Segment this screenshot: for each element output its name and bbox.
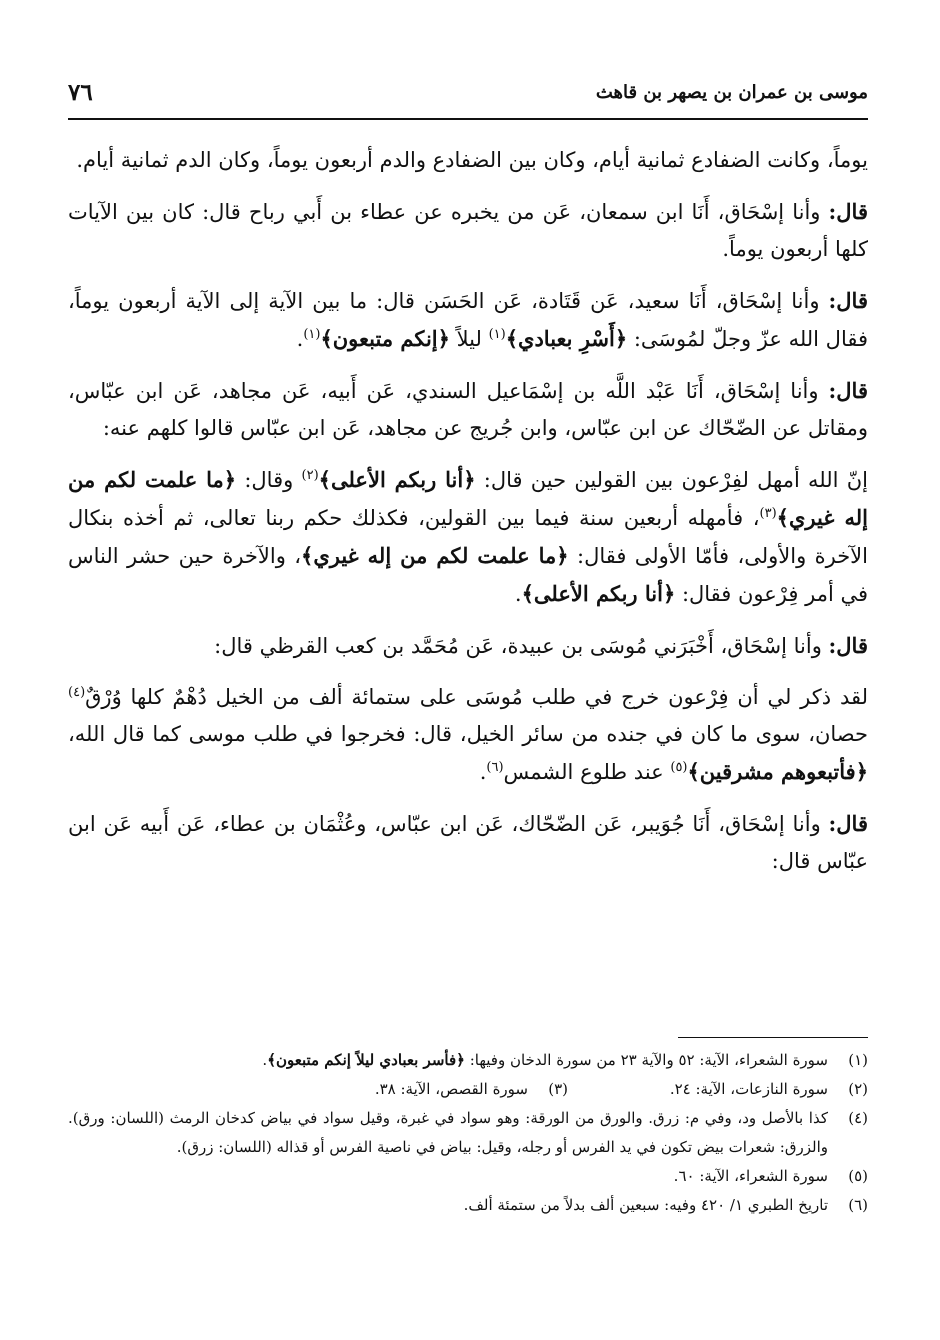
paragraph-lead: قال: (828, 633, 868, 658)
book-page (68, 0, 868, 1340)
paragraph-lead: قال: (828, 288, 868, 313)
footnote-ref: (١) (488, 327, 506, 342)
footnote-rule (678, 1037, 868, 1038)
footnote: (٥) سورة الشعراء، الآية: ٦٠. (68, 1162, 868, 1191)
footnote-number: (٦) (848, 1196, 868, 1214)
quran-quote: ﴿ما علمت لكم من إله غيري﴾ (301, 543, 569, 568)
footnote-number: (٥) (848, 1167, 868, 1185)
footnote: (٢) سورة النازعات، الآية: ٢٤. (568, 1075, 868, 1104)
footnotes (68, 1046, 868, 1220)
footnote-ref: (٢) (301, 468, 319, 483)
paragraph: قال: وأنا إسْحَاق، أَخْبَرَني مُوسَى بن عبيدة، عَن مُحَمَّد بن كعب القرظي قال: (214, 633, 868, 658)
quran-quote: ﴿أنا ربكم الأعلى﴾ (521, 581, 676, 606)
quran-quote: ﴿أنا ربكم الأعلى﴾ (318, 467, 476, 492)
footnote-number: (٢) (848, 1080, 868, 1098)
main-text (68, 142, 868, 894)
footnote: (٤) كذا بالأصل ود، وفي م: زرق. والورق من الورقة: وهو سواد في غبرة، وقيل سواد في بياض كدخان الرمث (اللسان: ورق). والزرق: شعرات بيض تكون في يد الفرس أو رجله، وقيل: بياض في ناصية الفرس أو قذاله (اللسان: زرق). (68, 1104, 868, 1162)
footnote-number: (١) (848, 1051, 868, 1069)
quran-quote: ﴿فأسر بعبادي ليلاً إنكم متبعون﴾ (267, 1051, 465, 1069)
footnote: (٣) سورة القصص، الآية: ٣٨. (375, 1075, 568, 1104)
footnote-number: (٤) (848, 1109, 868, 1127)
paragraph: إنّ الله أمهل لفِرْعون بين القولين حين قال: ﴿أنا ربكم الأعلى﴾$^{(٢)}$ وقال: ﴿ما علمت لكم من إله غيري﴾$^{(٣)}$، فأمهله أربعين سنة فيما بين القولين، فكذلك حكم ربنا تعالى، ثم أخذه بنكال الآخرة والأولى، فأمّا الأولى فقال: ﴿ما علمت لكم من إله غيري﴾، والآخرة حين حشر الناس في أمر فِرْعون فقال: ﴿أنا ربكم الأعلى﴾. (68, 467, 868, 606)
paragraph-lead: قال: (828, 811, 868, 836)
footnote: (١) سورة الشعراء، الآية: ٥٢ والآية ٢٣ من سورة الدخان وفيها: ﴿فأسر بعبادي ليلاً إنكم متبعون﴾. (68, 1046, 868, 1075)
page-header (68, 72, 868, 112)
quran-quote: ﴿ما علمت لكم من إله غيري﴾ (68, 467, 868, 530)
running-title: موسى بن عمران بن يصهر بن قاهث (595, 81, 868, 103)
paragraph: قال: وأنا إسْحَاق، أَنَا ابن سمعان، عَن من يخبره عن عطاء بن أَبي رباح قال: كان بين الآيات كلها أربعون يوماً. (68, 199, 868, 261)
paragraph-lead: قال: (828, 199, 868, 224)
footnote-ref: (٥) (670, 760, 688, 775)
page-number: ٧٦ (68, 78, 93, 106)
quran-quote: ﴿أَسْرِ بعبادي﴾ (505, 326, 628, 351)
quran-quote: ﴿فأتبعوهم مشرقين﴾ (687, 759, 868, 784)
footnote-ref: (٣) (759, 506, 777, 521)
footnote-pair (68, 1075, 868, 1104)
paragraph: قال: وأنا إسْحَاق، أَنَا عَبْد اللَّه بن إسْمَاعيل السندي، عَن أَبيه، عَن مجاهد، عَن ابن عبّاس، ومقاتل عن الضّحّاك عن ابن عبّاس، وابن جُريج عن مجاهد، عَن ابن عبّاس قالوا كلهم عنه: (68, 378, 868, 440)
paragraph-lead: قال: (828, 378, 868, 403)
paragraph: قال: وأنا إسْحَاق، أَنَا سعيد، عَن قَتَادة، عَن الحَسَن قال: ما بين الآية إلى الآية أربعون يوماً، فقال الله عزّ وجلّ لمُوسَى: ﴿أَسْرِ بعبادي﴾$^{(١)}$ ليلاً ﴿إنكم متبعون﴾$^{(١)}$. (68, 288, 868, 351)
header-rule (68, 118, 868, 120)
footnote: (٦) تاريخ الطبري ١/ ٤٢٠ وفيه: سبعين ألف بدلاً من ستمئة ألف. (68, 1191, 868, 1220)
quran-quote: ﴿إنكم متبعون﴾ (320, 326, 450, 351)
footnote-ref: (٦) (486, 760, 504, 775)
paragraph: لقد ذكر لي أن فِرْعون خرج في طلب مُوسَى على ستمائة ألف من الخيل دُهْمٌ كلها وُرْقٌ$^{(٤)}$ حصان، سوى ما كان في جنده من سائر الخيل، قال: فخرجوا في طلب موسى كما قال الله، ﴿فأتبعوهم مشرقين﴾$^{(٥)}$ عند طلوع الشمس$^{(٦)}$. (68, 685, 868, 784)
paragraph: يوماً، وكانت الضفادع ثمانية أيام، وكان بين الضفادع والدم أربعون يوماً، وكان الدم ثمانية أيام. (76, 148, 868, 172)
footnote-number: (٣) (548, 1080, 568, 1098)
footnote-ref: (٤) (68, 685, 86, 700)
paragraph: قال: وأنا إسْحَاق، أَنَا جُوَيبر، عَن الضّحّاك، عَن ابن عبّاس، وعُثْمَان بن عطاء، عَن أَبيه عَن ابن عبّاس قال: (68, 811, 868, 873)
footnote-ref: (١) (303, 327, 321, 342)
